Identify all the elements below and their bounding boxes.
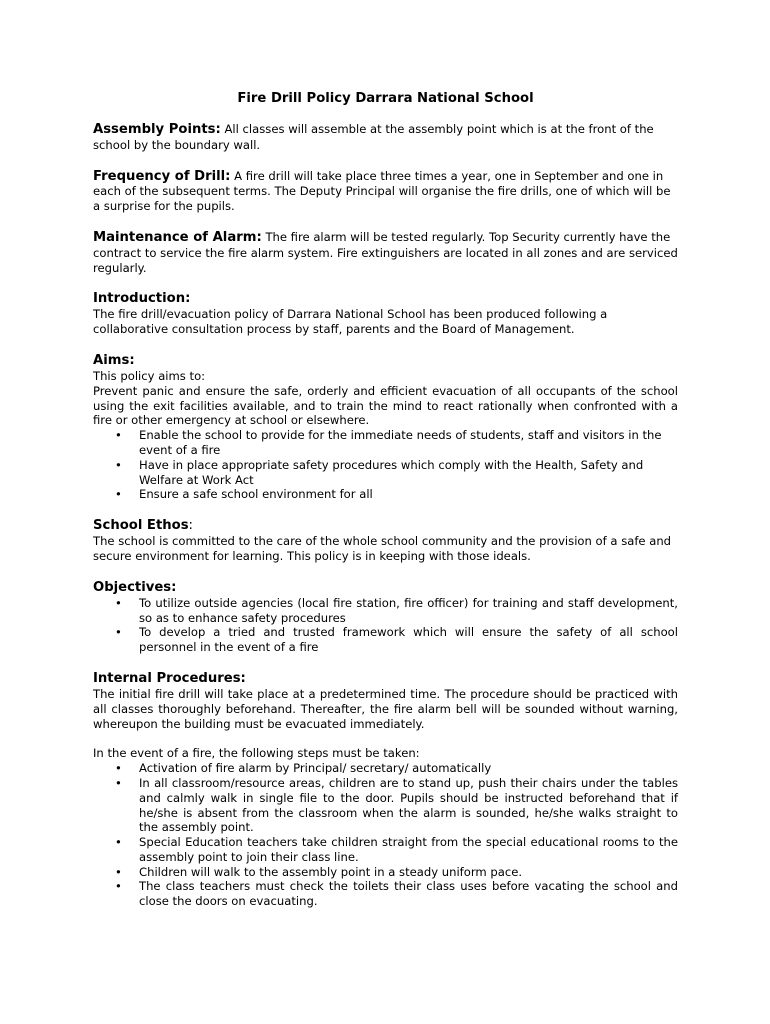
ethos-colon: :	[188, 518, 193, 534]
frequency-section	[93, 169, 678, 214]
objectives-heading: Objectives:	[93, 579, 177, 595]
document-title: Fire Drill Policy Darrara National School	[237, 91, 534, 106]
assembly-heading: Assembly Points:	[93, 122, 221, 137]
maintenance-section	[93, 230, 678, 275]
list-item: • Activation of fire alarm by Principal/ secretary/ automatically	[93, 761, 678, 776]
procedures-section	[93, 671, 678, 909]
aims-list	[93, 428, 678, 502]
procedures-heading: Internal Procedures:	[93, 670, 246, 686]
aims-intro: This policy aims to:	[93, 368, 206, 383]
procedures-steps-intro: In the event of a fire, the following steps must be taken:	[93, 746, 420, 761]
frequency-text: A fire drill will take place three times a year, one in September and one in each of the subsequent terms. The Deputy Principal will organise the fire drills, one of which will be a surprise for the pupils.	[93, 168, 671, 214]
list-item: • In all classroom/resource areas, children are to stand up, push their chairs under the tables and calmly walk in single file to the door. Pupils should be instructed beforehand that if he/she is absent from the classroom when the alarm is sounded, he/she walks straight to the assembly point.	[93, 776, 678, 835]
list-item: • Enable the school to provide for the immediate needs of students, staff and visitors in the event of a fire	[93, 428, 678, 458]
list-item: • To utilize outside agencies (local fire station, fire officer) for training and staff development, so as to enhance safety procedures	[93, 596, 678, 626]
introduction-section	[93, 291, 678, 337]
frequency-heading: Frequency of Drill:	[93, 168, 231, 184]
introduction-text: The fire drill/evacuation policy of Darrara National School has been produced following a collaborative consultation process by staff, parents and the Board of Management.	[93, 307, 608, 337]
ethos-heading: School Ethos	[93, 518, 189, 534]
aims-section	[93, 353, 678, 502]
objectives-section	[93, 580, 678, 655]
ethos-section	[93, 518, 678, 564]
aims-text: Prevent panic and ensure the safe, orderly and efficient evacuation of all occupants of the school using the exit facilities available, and to train the mind to react rationally when confronted with a fire or other emergency at school or elsewhere.	[93, 383, 678, 428]
list-item: • To develop a tried and trusted framework which will ensure the safety of all school personnel in the event of a fire	[93, 625, 678, 655]
maintenance-text: The fire alarm will be tested regularly. Top Security currently have the contract to service the fire alarm system. Fire extinguishers are located in all zones and are serviced regularly.	[93, 229, 678, 275]
list-item: • Children will walk to the assembly point in a steady uniform pace.	[93, 865, 678, 880]
ethos-heading-line	[93, 518, 678, 534]
list-item: • Ensure a safe school environment for all	[93, 487, 678, 502]
objectives-list	[93, 596, 678, 655]
introduction-heading: Introduction:	[93, 291, 191, 307]
maintenance-heading: Maintenance of Alarm:	[93, 229, 262, 245]
list-item: • Special Education teachers take children straight from the special educational rooms to the assembly point to join their class line.	[93, 835, 678, 865]
assembly-section	[93, 122, 678, 153]
ethos-text: The school is committed to the care of the whole school community and the provision of a safe and secure environment for learning. This policy is in keeping with those ideals.	[93, 534, 672, 563]
list-item: • The class teachers must check the toilets their class uses before vacating the school and close the doors on evacuating.	[93, 879, 678, 909]
assembly-text: All classes will assemble at the assembly point which is at the front of the school by the boundary wall.	[93, 122, 654, 152]
list-item: • Have in place appropriate safety procedures which comply with the Health, Safety and Welfare at Work Act	[93, 458, 678, 488]
procedures-text: The initial fire drill will take place at a predetermined time. The procedure should be practiced with all classes thoroughly beforehand. Thereafter, the fire alarm bell will be sounded without warning, whereupon the building must be evacuated immediately.	[93, 686, 678, 731]
aims-heading: Aims:	[93, 352, 135, 368]
procedures-list	[93, 761, 678, 909]
